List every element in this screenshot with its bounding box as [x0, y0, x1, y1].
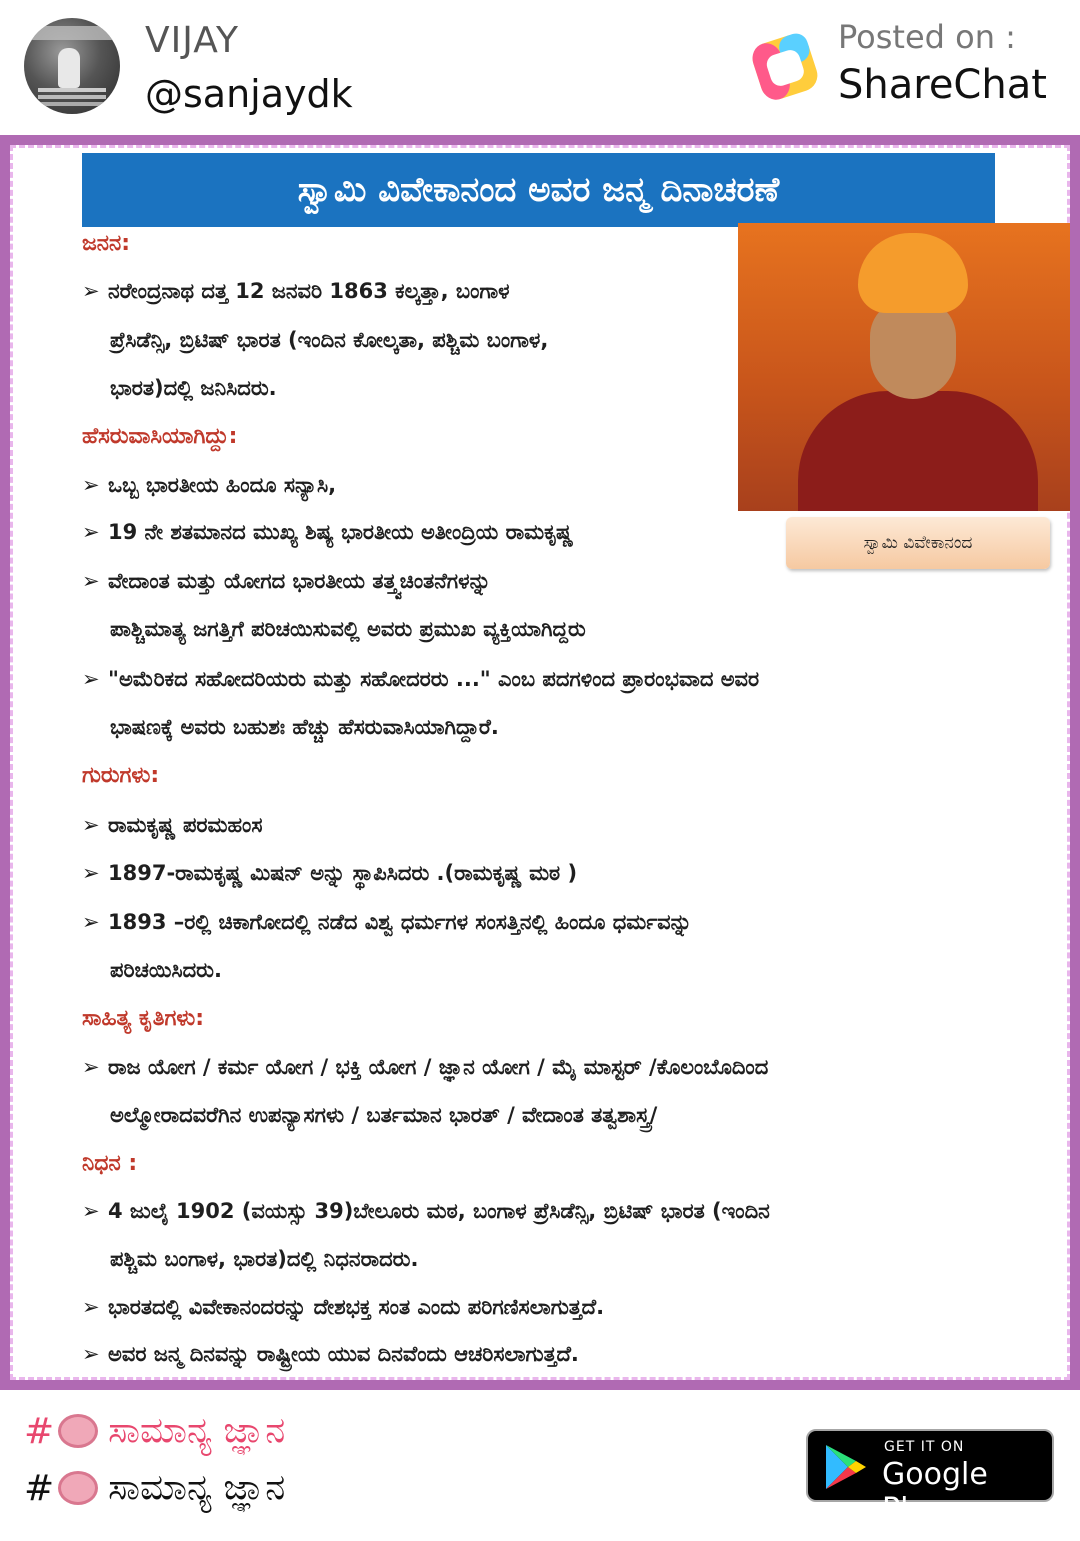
photo-caption: ಸ್ವಾಮಿ ವಿವೇಕಾನಂದ: [786, 517, 1050, 569]
portrait-turban: [858, 233, 968, 313]
user-avatar[interactable]: [24, 18, 120, 114]
brain-icon: [58, 1414, 98, 1448]
portrait-face: [870, 299, 956, 399]
bullet-arrow-icon: ➢: [82, 1295, 100, 1319]
bullet-arrow-icon: ➢: [82, 1199, 100, 1223]
line-text: 4 ಜುಲೈ 1902 (ವಯಸ್ಸು 39)ಬೇಲೂರು ಮಠ, ಬಂಗಾಳ ಪ್ರೆಸಿಡೆನ್ಸಿ, ಬ್ರಿಟಿಷ್ ಭಾರತ (ಇಂದಿನ: [108, 1199, 770, 1223]
bullet-arrow-icon: ➢: [82, 910, 100, 934]
bullet-line: [82, 813, 263, 838]
hashtag-symbol: #: [24, 1467, 55, 1509]
bullet-arrow-icon: ➢: [82, 473, 100, 497]
portrait-robe: [798, 391, 1038, 511]
bullet-arrow-icon: ➢: [82, 569, 100, 593]
poster-title: ಸ್ವಾಮಿ ವಿವೇಕಾನಂದ ಅವರ ಜನ್ಮ ದಿನಾಚರಣೆ: [82, 153, 995, 227]
line-text: ರಾಜ ಯೋಗ / ಕರ್ಮ ಯೋಗ / ಭಕ್ತಿ ಯೋಗ / ಜ್ಞಾನ ಯೋಗ / ಮೈ ಮಾಸ್ಟರ್ /ಕೊಲಂಬೊದಿಂದ: [108, 1055, 769, 1079]
bullet-arrow-icon: ➢: [82, 1342, 100, 1366]
bullet-line: [82, 520, 573, 545]
hashtag-link[interactable]: [24, 1467, 285, 1509]
post-header: [0, 0, 1080, 135]
continuation-line: ಭಾಷಣಕ್ಕೆ ಅವರು ಬಹುಶಃ ಹೆಚ್ಚು ಹೆಸರುವಾಸಿಯಾಗಿದ್ದಾರೆ.: [110, 715, 499, 739]
bullet-line: [82, 1055, 768, 1080]
avatar-caption-lines: [38, 88, 106, 92]
bullet-line: [82, 1295, 604, 1320]
user-handle[interactable]: @sanjaydk: [145, 72, 353, 116]
line-text: ಅವರ ಜನ್ಮ ದಿನವನ್ನು ರಾಷ್ಟ್ರೀಯ ಯುವ ದಿನವೆಂದು ಆಚರಿಸಲಾಗುತ್ತದೆ.: [108, 1342, 579, 1366]
hashtag-link[interactable]: [24, 1410, 285, 1452]
post-image[interactable]: [0, 135, 1080, 1390]
section-heading-gurus: ಗುರುಗಳು:: [82, 763, 160, 788]
continuation-line: ಪಶ್ಚಿಮ ಬಂಗಾಳ, ಭಾರತ)ದಲ್ಲಿ ನಿಧನರಾದರು.: [110, 1247, 419, 1271]
hashtag-text: ಸಾಮಾನ್ಯ ಜ್ಞಾನ: [108, 1467, 286, 1508]
line-text: "ಅಮೆರಿಕದ ಸಹೋದರಿಯರು ಮತ್ತು ಸಹೋದರರು ..." ಎಂಬ ಪದಗಳಿಂದ ಪ್ರಾರಂಭವಾದ ಅವರ: [108, 667, 760, 691]
line-text: 1897-ರಾಮಕೃಷ್ಣ ಮಿಷನ್ ಅನ್ನು ಸ್ಥಾಪಿಸಿದರು .(ರಾಮಕೃಷ್ಣ ಮಠ ): [108, 861, 578, 885]
avatar-banner: [24, 26, 120, 40]
line-text: ನರೇಂದ್ರನಾಥ ದತ್ತ 12 ಜನವರಿ 1863 ಕಲ್ಕತ್ತಾ, ಬಂಗಾಳ: [108, 279, 510, 303]
bullet-line: [82, 473, 336, 498]
bullet-arrow-icon: ➢: [82, 861, 100, 885]
section-heading-death: ನಿಧನ :: [82, 1151, 138, 1176]
avatar-figure: [58, 48, 80, 88]
bullet-line: [82, 1199, 770, 1224]
line-text: ಭಾರತದಲ್ಲಿ ವಿವೇಕಾನಂದರನ್ನು ದೇಶಭಕ್ತ ಸಂತ ಎಂದು ಪರಿಗಣಿಸಲಾಗುತ್ತದೆ.: [108, 1295, 605, 1319]
bullet-line: [82, 910, 692, 935]
portrait-photo: [738, 223, 1070, 511]
posted-on-label: Posted on :: [838, 18, 1016, 56]
sharechat-logo-icon: [748, 30, 822, 104]
bullet-line: [82, 569, 491, 594]
hashtag-symbol: #: [24, 1410, 55, 1452]
line-text: ಒಬ್ಬ ಭಾರತೀಯ ಹಿಂದೂ ಸನ್ಯಾಸಿ,: [108, 473, 337, 497]
bullet-arrow-icon: ➢: [82, 1055, 100, 1079]
continuation-line: ಪರಿಚಯಿಸಿದರು.: [110, 958, 222, 982]
continuation-line: ಭಾರತ)ದಲ್ಲಿ ಜನಿಸಿದರು.: [110, 376, 277, 400]
badge-get-it-on: GET IT ON: [884, 1439, 965, 1455]
bullet-line: [82, 1342, 579, 1367]
bullet-arrow-icon: ➢: [82, 279, 100, 303]
line-text: ರಾಮಕೃಷ್ಣ ಪರಮಹಂಸ: [108, 813, 263, 837]
continuation-line: ಅಲ್ಮೋರಾದವರೆಗಿನ ಉಪನ್ಯಾಸಗಳು / ಬರ್ತಮಾನ ಭಾರತ್ / ವೇದಾಂತ ತತ್ವಶಾಸ್ತ್ರ/: [110, 1103, 658, 1127]
continuation-line: ಪ್ರೆಸಿಡೆನ್ಸಿ, ಬ್ರಿಟಿಷ್ ಭಾರತ (ಇಂದಿನ ಕೋಲ್ಕತಾ, ಪಶ್ಚಿಮ ಬಂಗಾಳ,: [110, 328, 549, 352]
hashtag-text: ಸಾಮಾನ್ಯ ಜ್ಞಾನ: [108, 1410, 286, 1451]
line-text: 1893 –ರಲ್ಲಿ ಚಿಕಾಗೋದಲ್ಲಿ ನಡೆದ ವಿಶ್ವ ಧರ್ಮಗಳ ಸಂಸತ್ತಿನಲ್ಲಿ ಹಿಂದೂ ಧರ್ಮವನ್ನು: [108, 910, 692, 934]
brand-name: ShareChat: [838, 62, 1047, 108]
line-text: ವೇದಾಂತ ಮತ್ತು ಯೋಗದ ಭಾರತೀಯ ತತ್ತ್ವಚಿಂತನೆಗಳನ್ನು: [108, 569, 491, 593]
google-play-icon: [822, 1443, 868, 1491]
section-heading-works: ಸಾಹಿತ್ಯ ಕೃತಿಗಳು:: [82, 1006, 205, 1031]
line-text: 19 ನೇ ಶತಮಾನದ ಮುಖ್ಯ ಶಿಷ್ಯ ಭಾರತೀಯ ಅತೀಂದ್ರಿಯ ರಾಮಕೃಷ್ಣ: [108, 520, 574, 544]
bullet-line: [82, 667, 759, 692]
badge-store-name: Google Play: [882, 1457, 988, 1527]
google-play-badge[interactable]: [806, 1429, 1054, 1527]
section-heading-birth: ಜನನ:: [82, 231, 131, 256]
section-heading-famous: ಹೆಸರುವಾಸಿಯಾಗಿದ್ದು:: [82, 424, 238, 449]
bullet-arrow-icon: ➢: [82, 813, 100, 837]
bullet-line: [82, 279, 510, 304]
user-name[interactable]: VIJAY: [145, 20, 240, 61]
continuation-line: ಪಾಶ್ಚಿಮಾತ್ಯ ಜಗತ್ತಿಗೆ ಪರಿಚಯಿಸುವಲ್ಲಿ ಅವರು ಪ್ರಮುಖ ವ್ಯಕ್ತಿಯಾಗಿದ್ದರು: [110, 617, 586, 641]
brain-icon: [58, 1471, 98, 1505]
bullet-arrow-icon: ➢: [82, 667, 100, 691]
bullet-line: [82, 861, 577, 886]
bullet-arrow-icon: ➢: [82, 520, 100, 544]
